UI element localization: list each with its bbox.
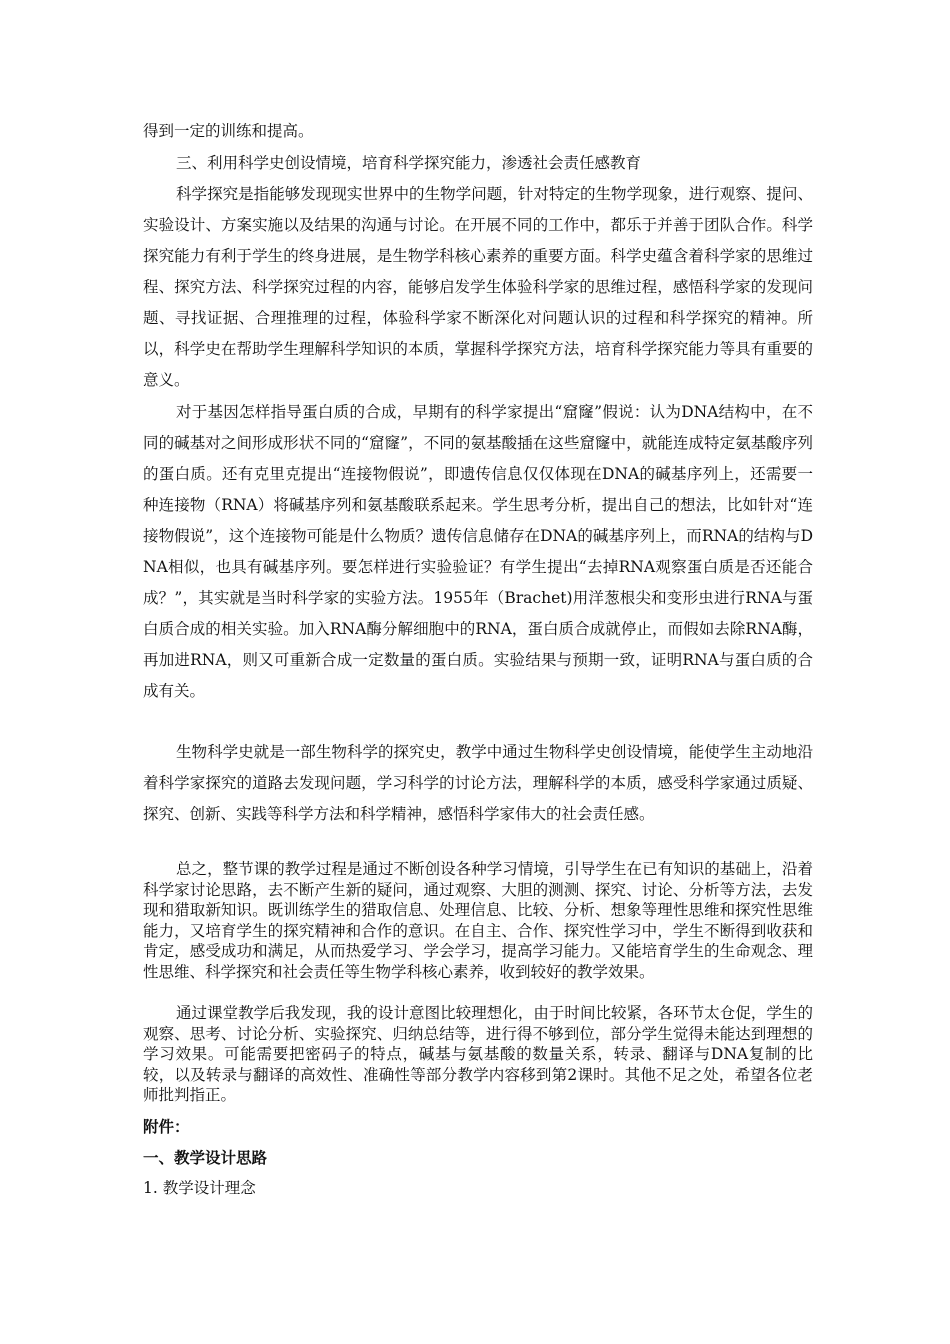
paragraph-scientific-inquiry: 科学探究是指能够发现现实世界中的生物学问题，针对特定的生物学现象，进行观察、提问、实验设计、方案实施以及结果的沟通与讨论。在开展不同的工作中，都乐于并善于团队合作。科学探究能力有利于学生的终身进展，是生物学科核心素养的重要方面。科学史蕴含着科学家的思维过程、探究方法、科学探究过程的内容，能够启发学生体验科学家的思维过程，感悟科学家的发现问题、寻找证据、合理推理的过程，体验科学家不断深化对问题认识的过程和科学探究的精神。所以，科学史在帮助学生理解科学知识的本质，掌握科学探究方法，培育科学探究能力等具有重要的意义。: [143, 185, 813, 389]
paragraph-summary: 总之，整节课的教学过程是通过不断创设各种学习情境，引导学生在已有知识的基础上，沿着科学家讨论思路，去不断产生新的疑问，通过观察、大胆的测测、探究、讨论、分析等方法，去发现和猎取新知识。既训练学生的猎取信息、处理信息、比较、分析、想象等理性思维和探究性思维能力，又培育学生的探究精神和合作的意识。在自主、合作、探究性学习中，学生不断得到收获和肯定，感受成功和满足，从而热爱学习、学会学习，提高学习能力。又能培育学生的生命观念、理性思维、科学探究和社会责任等生物学科核心素养，收到较好的教学效果。: [143, 860, 813, 981]
paragraph-reflection: 通过课堂教学后我发现，我的设计意图比较理想化，由于时间比较紧，各环节太仓促，学生的观察、思考、讨论分析、实验探究、归纳总结等，进行得不够到位，部分学生觉得未能达到理想的学习效果。可能需要把密码子的特点，碱基与氨基酸的数量关系，转录、翻译与DNA复制的比较，以及转录与翻译的高效性、准确性等部分教学内容移到第2课时。其他不足之处，希望各位老师批判指正。: [143, 1004, 813, 1104]
appendix-heading-design-ideas: 一、教学设计思路: [143, 1148, 268, 1167]
paragraph-continuation: 得到一定的训练和提高。: [143, 122, 314, 140]
paragraph-hole-hypothesis: 对于基因怎样指导蛋白质的合成，早期有的科学家提出“窟窿”假说：认为DNA结构中，在不同的碱基对之间形成形状不同的“窟窿”，不同的氨基酸插在这些窟窿中，就能连成特定氨基酸序列的蛋白质。还有克里克提出“连接物假说”，即遗传信息仅仅体现在DNA的碱基序列上，还需要一种连接物（RNA）将碱基序列和氨基酸联系起来。学生思考分析，提出自己的想法，比如针对“连接物假说”，这个连接物可能是什么物质？遗传信息储存在DNA的碱基序列上，而RNA的结构与DNA相似，也具有碱基序列。要怎样进行实验验证？有学生提出“去掉RNA观察蛋白质是否还能合成？”，其实就是当时科学家的实验方法。1955年（Brachet)用洋葱根尖和变形虫进行RNA与蛋白质合成的相关实验。加入RNA酶分解细胞中的RNA，蛋白质合成就停止，而假如去除RNA酶，再加进RNA，则又可重新合成一定数量的蛋白质。实验结果与预期一致，证明RNA与蛋白质的合成有关。: [143, 403, 813, 700]
section-heading-three: 三、利用科学史创设情境，培育科学探究能力，渗透社会责任感教育: [176, 154, 642, 172]
appendix-label: 附件：: [143, 1117, 190, 1136]
appendix-subheading-design-concept: 1. 教学设计理念: [143, 1179, 256, 1197]
paragraph-science-history: 生物科学史就是一部生物科学的探究史，教学中通过生物科学史创设情境，能使学生主动地沿着科学家探究的道路去发现问题，学习科学的讨论方法，理解科学的本质，感受科学家通过质疑、探究、创新、实践等科学方法和科学精神，感悟科学家伟大的社会责任感。: [143, 743, 813, 823]
